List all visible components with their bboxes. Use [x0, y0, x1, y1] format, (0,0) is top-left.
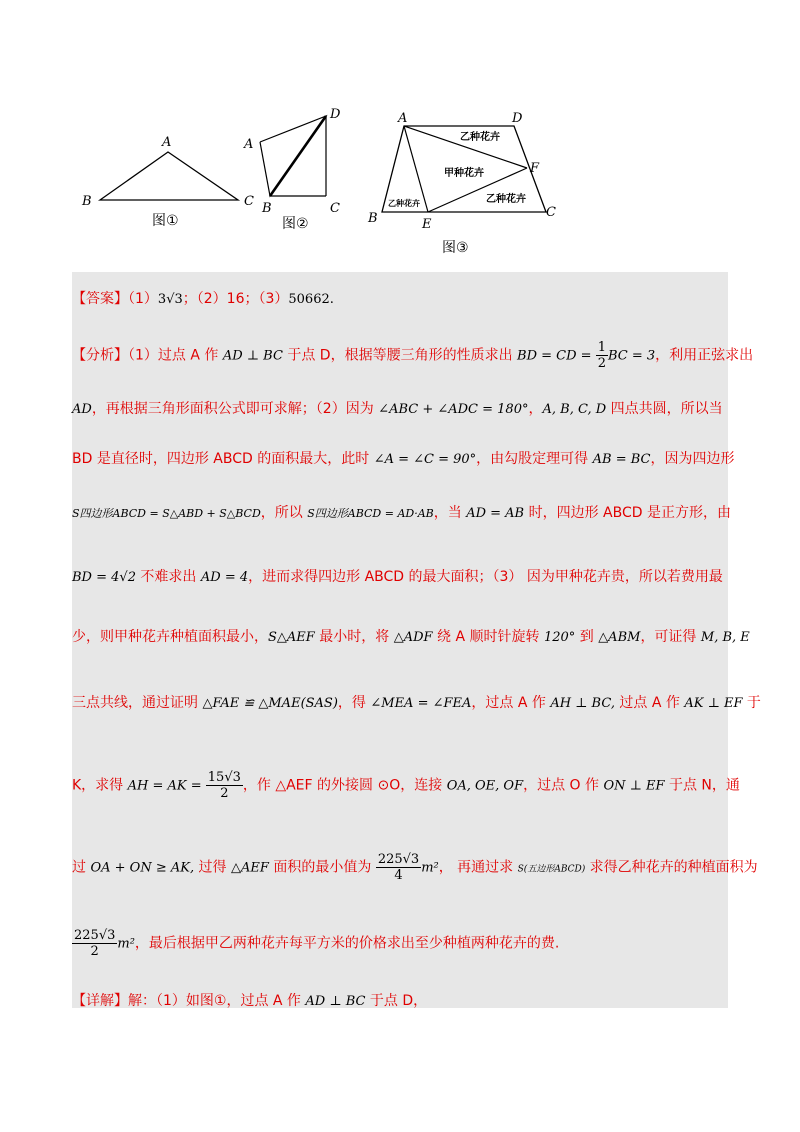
text: 过	[72, 859, 91, 876]
figure-2-drawing	[240, 104, 360, 234]
text: 于点 D，	[365, 993, 428, 1009]
analysis-line-2	[72, 398, 732, 418]
fraction-half: $\frac{1}{2}$	[597, 340, 606, 371]
math: BC = 3	[607, 348, 656, 364]
text: ，因为四边形	[650, 451, 735, 467]
math: AD = 4	[200, 570, 249, 585]
denominator: 4	[394, 868, 403, 883]
math: AB = BC	[592, 452, 651, 467]
math: S(五边形ABCD)	[517, 864, 586, 875]
fig2-label-b: B	[262, 201, 272, 216]
math: AK ⊥ EF	[684, 696, 743, 711]
text: ，过点 O 作	[523, 777, 604, 794]
fig2-caption: 图②	[282, 216, 309, 232]
text: （1）过点 A 作	[128, 347, 223, 364]
text: ，得	[337, 695, 371, 711]
fig3-region-top: 乙种花卉	[460, 132, 500, 143]
fig3-label-f: F	[530, 161, 540, 176]
fig2-label-d: D	[330, 107, 341, 122]
text: 到	[575, 629, 599, 645]
analysis-line-4	[72, 502, 732, 522]
fig3-region-right: 乙种花卉	[486, 194, 526, 205]
figure-2	[240, 104, 360, 234]
text: 少，则甲种花卉种植面积最小，	[72, 629, 268, 645]
math: AD ⊥ BC	[222, 348, 283, 364]
text: K，求得	[72, 777, 128, 794]
text: 过得	[194, 859, 231, 876]
denominator: 2	[220, 786, 229, 801]
fig1-label-b: B	[82, 194, 92, 209]
text: ，利用正弦求出	[655, 347, 754, 364]
fig3-label-e: E	[422, 217, 432, 232]
math: m²	[421, 860, 439, 876]
fig3-label-c: C	[546, 205, 556, 220]
text: 解：（1）如图①，过点 A 作	[128, 993, 306, 1009]
text: 求得乙种花卉的种植面积为	[585, 859, 758, 876]
text: ，作 △AEF 的外接圆 ⊙O，连接	[242, 777, 447, 794]
text: ，所以	[260, 505, 308, 521]
fig2-label-a: A	[244, 137, 254, 152]
math: S四边形ABCD = S△ABD + S△BCD	[72, 507, 261, 520]
answer-part1: （1）	[128, 291, 158, 307]
text: ，可证得	[640, 629, 701, 645]
math: BD = 4√2	[72, 570, 136, 585]
analysis-line-3	[72, 448, 735, 468]
text: 于点 N，通	[664, 777, 740, 794]
math: S四边形ABCD = AD·AB	[307, 507, 434, 520]
text: ，当	[433, 505, 467, 521]
text: 过点 A 作	[614, 695, 685, 711]
answer-line	[72, 288, 732, 308]
figure-3	[364, 110, 574, 260]
analysis-line-1	[72, 340, 754, 371]
text: 面积的最小值为	[268, 859, 376, 876]
fraction	[72, 928, 117, 959]
detail-tag: 【详解】	[72, 993, 128, 1009]
math: M, B, E	[700, 630, 750, 645]
text: 不难求出	[135, 569, 201, 585]
math: ON ⊥ EF	[603, 778, 665, 794]
text: ，过点 A 作	[471, 695, 551, 711]
analysis-line-6	[72, 626, 750, 646]
analysis-line-7	[72, 692, 761, 712]
fig3-caption: 图③	[442, 240, 469, 256]
text: 绕 A 顺时针旋转	[432, 629, 544, 645]
answer-sep: ；（2）16；（3）	[182, 291, 289, 307]
text: BD 是直径时，四边形 ABCD 的面积最大，此时	[72, 451, 374, 467]
answer-tag: 【答案】	[72, 291, 128, 307]
fig3-label-a: A	[398, 111, 408, 126]
math: ∠MEA = ∠FEA	[370, 696, 472, 711]
fraction	[376, 852, 421, 883]
text: ，最后根据甲乙两种花卉每平方米的价格求出至少种植两种花卉的费.	[134, 935, 560, 952]
fraction	[206, 770, 243, 801]
fig3-region-mid: 甲种花卉	[444, 168, 484, 179]
numerator: 15√3	[207, 770, 241, 785]
answer-value-3: 50662	[288, 292, 330, 307]
numerator: 225√3	[377, 852, 420, 867]
math: OA, OE, OF	[446, 778, 524, 794]
detail-line	[72, 990, 732, 1010]
fig3-region-left: 乙种花卉	[388, 199, 420, 208]
math: OA + ON ≥ AK,	[90, 860, 195, 876]
text: 于	[742, 695, 761, 711]
fig1-label-a: A	[162, 135, 172, 150]
math: A, B, C, D	[542, 402, 607, 417]
math: △AEF	[231, 860, 269, 876]
analysis-tag: 【分析】	[72, 347, 128, 364]
math: AH = AK =	[127, 778, 206, 794]
math: △ABM	[598, 630, 641, 645]
text: 三点共线，通过证明	[72, 695, 203, 711]
text: ，进而求得四边形 ABCD 的最大面积；（3） 因为甲种花卉贵，所以若费用最	[248, 569, 723, 585]
fig1-label-c: C	[244, 194, 254, 209]
fig1-caption: 图①	[152, 213, 179, 229]
analysis-line-10	[72, 928, 732, 959]
text: ， 再通过求	[438, 859, 518, 876]
math: △FAE ≌ △MAE(SAS)	[202, 696, 338, 711]
math: m²	[117, 936, 135, 952]
text: 于点 D，根据等腰三角形的性质求出	[282, 347, 518, 364]
fig3-label-b: B	[368, 211, 378, 226]
math: AH ⊥ BC,	[550, 696, 615, 711]
text: 时，四边形 ABCD 是正方形，由	[524, 505, 731, 521]
figure-3-drawing	[364, 110, 574, 260]
denominator: 2	[90, 944, 99, 959]
answer-value-1: 3√3	[157, 292, 183, 307]
analysis-line-5	[72, 566, 732, 586]
math: AD = AB	[466, 506, 525, 521]
fig2-label-c: C	[330, 201, 340, 216]
analysis-line-9	[72, 852, 758, 883]
text: ，再根据三角形面积公式即可求解；（2）因为	[91, 401, 379, 417]
text: 最小时，将	[314, 629, 394, 645]
figure-1	[76, 130, 266, 230]
analysis-line-8	[72, 770, 740, 801]
text: 四点共圆，所以当	[606, 401, 723, 417]
math: AD	[72, 402, 92, 417]
math: AD ⊥ BC	[305, 994, 366, 1009]
text: ，由勾股定理可得	[476, 451, 593, 467]
math: ∠ABC + ∠ADC = 180°	[378, 402, 529, 417]
math: S△AEF	[268, 630, 315, 645]
math: △ADF	[393, 630, 433, 645]
text: ，	[528, 401, 543, 417]
figure-1-drawing	[76, 130, 266, 230]
math: BD = CD =	[517, 348, 596, 364]
numerator: 225√3	[74, 928, 116, 943]
answer-end: .	[329, 292, 334, 307]
math: 120°	[543, 630, 576, 645]
math: ∠A = ∠C = 90°	[373, 452, 477, 467]
fig3-label-d: D	[512, 111, 523, 126]
